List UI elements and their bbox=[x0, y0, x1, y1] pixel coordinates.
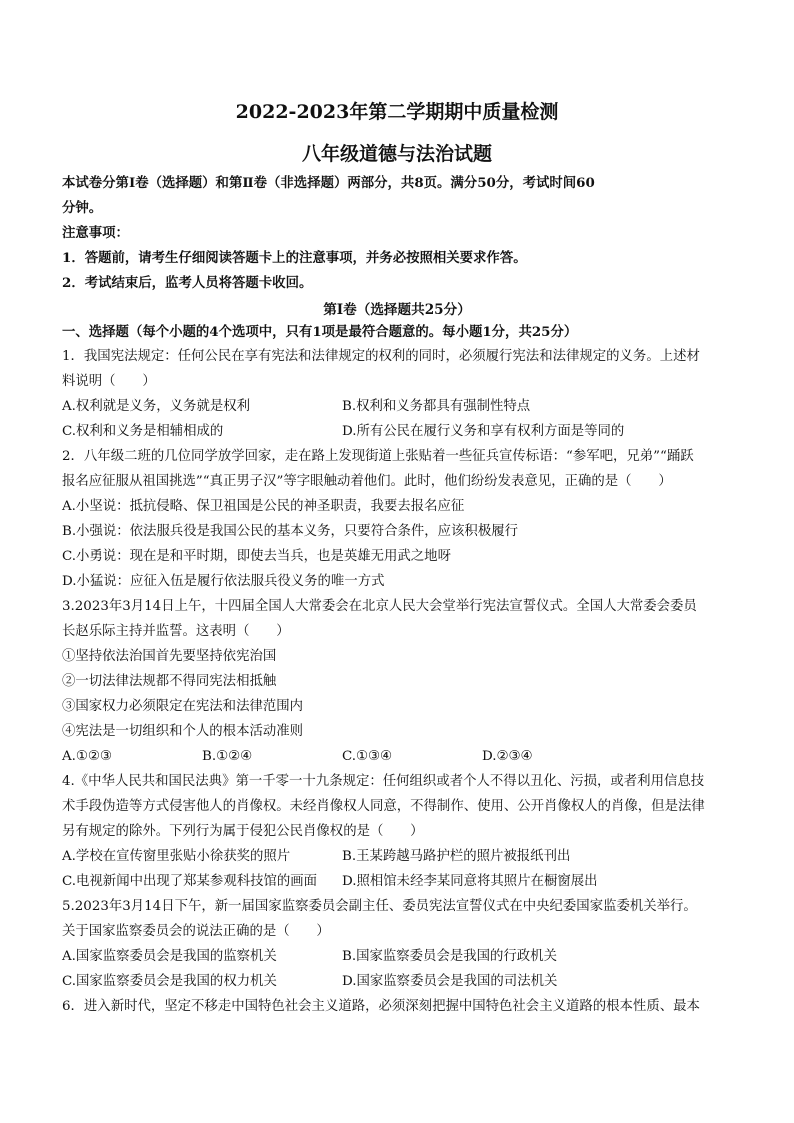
option-c: C.①③④ bbox=[342, 749, 393, 764]
question-stem: 另有规定的除外。下列行为属于侵犯公民肖像权的是（ ） bbox=[62, 824, 424, 839]
question-stem: 4.《中华人民共和国民法典》第一千零一十九条规定：任何组织或者个人不得以丑化、污损，或者利用信息技 bbox=[62, 774, 705, 789]
section-heading: 一、选择题（每个小题的4个选项中，只有1项是最符合题意的。每小题1分，共25分） bbox=[62, 324, 578, 340]
statement: ④宪法是一切组织和个人的根本活动准则 bbox=[62, 724, 304, 739]
statement: ②一切法律法规都不得同宪法相抵触 bbox=[62, 674, 277, 689]
question-stem: 1．我国宪法规定：任何公民在享有宪法和法律规定的权利的同时，必须履行宪法和法律规定的义务。上述材 bbox=[62, 349, 700, 364]
exam-subtitle: 八年级道德与法治试题 bbox=[301, 143, 492, 165]
option-c: C.电视新闻中出现了郑某参观科技馆的画面 bbox=[62, 874, 318, 889]
option-c: C.权利和义务是相辅相成的 bbox=[62, 424, 224, 439]
notice-item: 1．答题前，请考生仔细阅读答题卡上的注意事项，并务必按照相关要求作答。 bbox=[62, 250, 527, 266]
option-a: A.①②③ bbox=[62, 749, 112, 764]
statement: ③国家权力必须限定在宪法和法律范围内 bbox=[62, 699, 304, 714]
option-d: D.国家监察委员会是我国的司法机关 bbox=[342, 974, 558, 989]
question-stem: 关于国家监察委员会的说法正确的是（ ） bbox=[62, 924, 330, 939]
intro-line: 本试卷分第Ⅰ卷（选择题）和第Ⅱ卷（非选择题）两部分，共8页。满分50分，考试时间60 bbox=[62, 175, 595, 191]
option-d: D.小猛说：应征入伍是履行依法服兵役义务的唯一方式 bbox=[62, 574, 385, 589]
part1-title: 第Ⅰ卷（选择题共25分） bbox=[323, 302, 471, 318]
question-stem: 2．八年级二班的几位同学放学回家，走在路上发现街道上张贴着一些征兵宣传标语：“参军吧，兄弟”“踊跃 bbox=[62, 449, 694, 464]
statement: ①坚持依法治国首先要坚持依宪治国 bbox=[62, 649, 277, 664]
option-b: B.国家监察委员会是我国的行政机关 bbox=[342, 949, 557, 964]
option-d: D.②③④ bbox=[482, 749, 533, 764]
question-stem: 5.2023年3月14日下午，新一届国家监察委员会副主任、委员宪法宣誓仪式在中央纪委国家监委机关举行。 bbox=[62, 899, 697, 914]
option-c: C.小勇说：现在是和平时期，即使去当兵，也是英雄无用武之地呀 bbox=[62, 549, 451, 564]
option-c: C.国家监察委员会是我国的权力机关 bbox=[62, 974, 277, 989]
option-a: A.权利就是义务，义务就是权利 bbox=[62, 399, 251, 414]
intro-line: 分钟。 bbox=[62, 200, 103, 216]
option-b: B.权利和义务都具有强制性特点 bbox=[342, 399, 531, 414]
question-stem: 6．进入新时代，坚定不移走中国特色社会主义道路，必须深刻把握中国特色社会主义道路的根本性质、最本 bbox=[62, 999, 700, 1014]
question-stem: 报名应征服从祖国挑选”“真正男子汉”等字眼触动着他们。此时，他们纷纷发表意见，正确的是（ ） bbox=[62, 474, 672, 489]
option-b: B.小强说：依法服兵役是我国公民的基本义务，只要符合条件，应该积极履行 bbox=[62, 524, 518, 539]
option-d: D.照相馆未经李某同意将其照片在橱窗展出 bbox=[342, 874, 598, 889]
option-b: B.①②④ bbox=[202, 749, 253, 764]
option-b: B.王某跨越马路护栏的照片被报纸刊出 bbox=[342, 849, 571, 864]
notice-title: 注意事项： bbox=[62, 225, 129, 241]
question-stem: 料说明（ ） bbox=[62, 374, 156, 389]
question-stem: 术手段伪造等方式侵害他人的肖像权。未经肖像权人同意，不得制作、使用、公开肖像权人的肖像，但是法律 bbox=[62, 799, 705, 814]
option-a: A.国家监察委员会是我国的监察机关 bbox=[62, 949, 277, 964]
notice-item: 2．考试结束后，监考人员将答题卡收回。 bbox=[62, 275, 313, 291]
option-a: A.学校在宣传窗里张贴小徐获奖的照片 bbox=[62, 849, 291, 864]
question-stem: 3.2023年3月14日上午，十四届全国人大常委会在北京人民大会堂举行宪法宣誓仪式。全国人大常委会委员 bbox=[62, 599, 697, 614]
option-a: A.小坚说：抵抗侵略、保卫祖国是公民的神圣职责，我要去报名应征 bbox=[62, 499, 465, 514]
question-stem: 长赵乐际主持并监誓。这表明（ ） bbox=[62, 624, 290, 639]
exam-title: 2022-2023年第二学期期中质量检测 bbox=[235, 101, 559, 123]
option-d: D.所有公民在履行义务和享有权利方面是等同的 bbox=[342, 424, 625, 439]
